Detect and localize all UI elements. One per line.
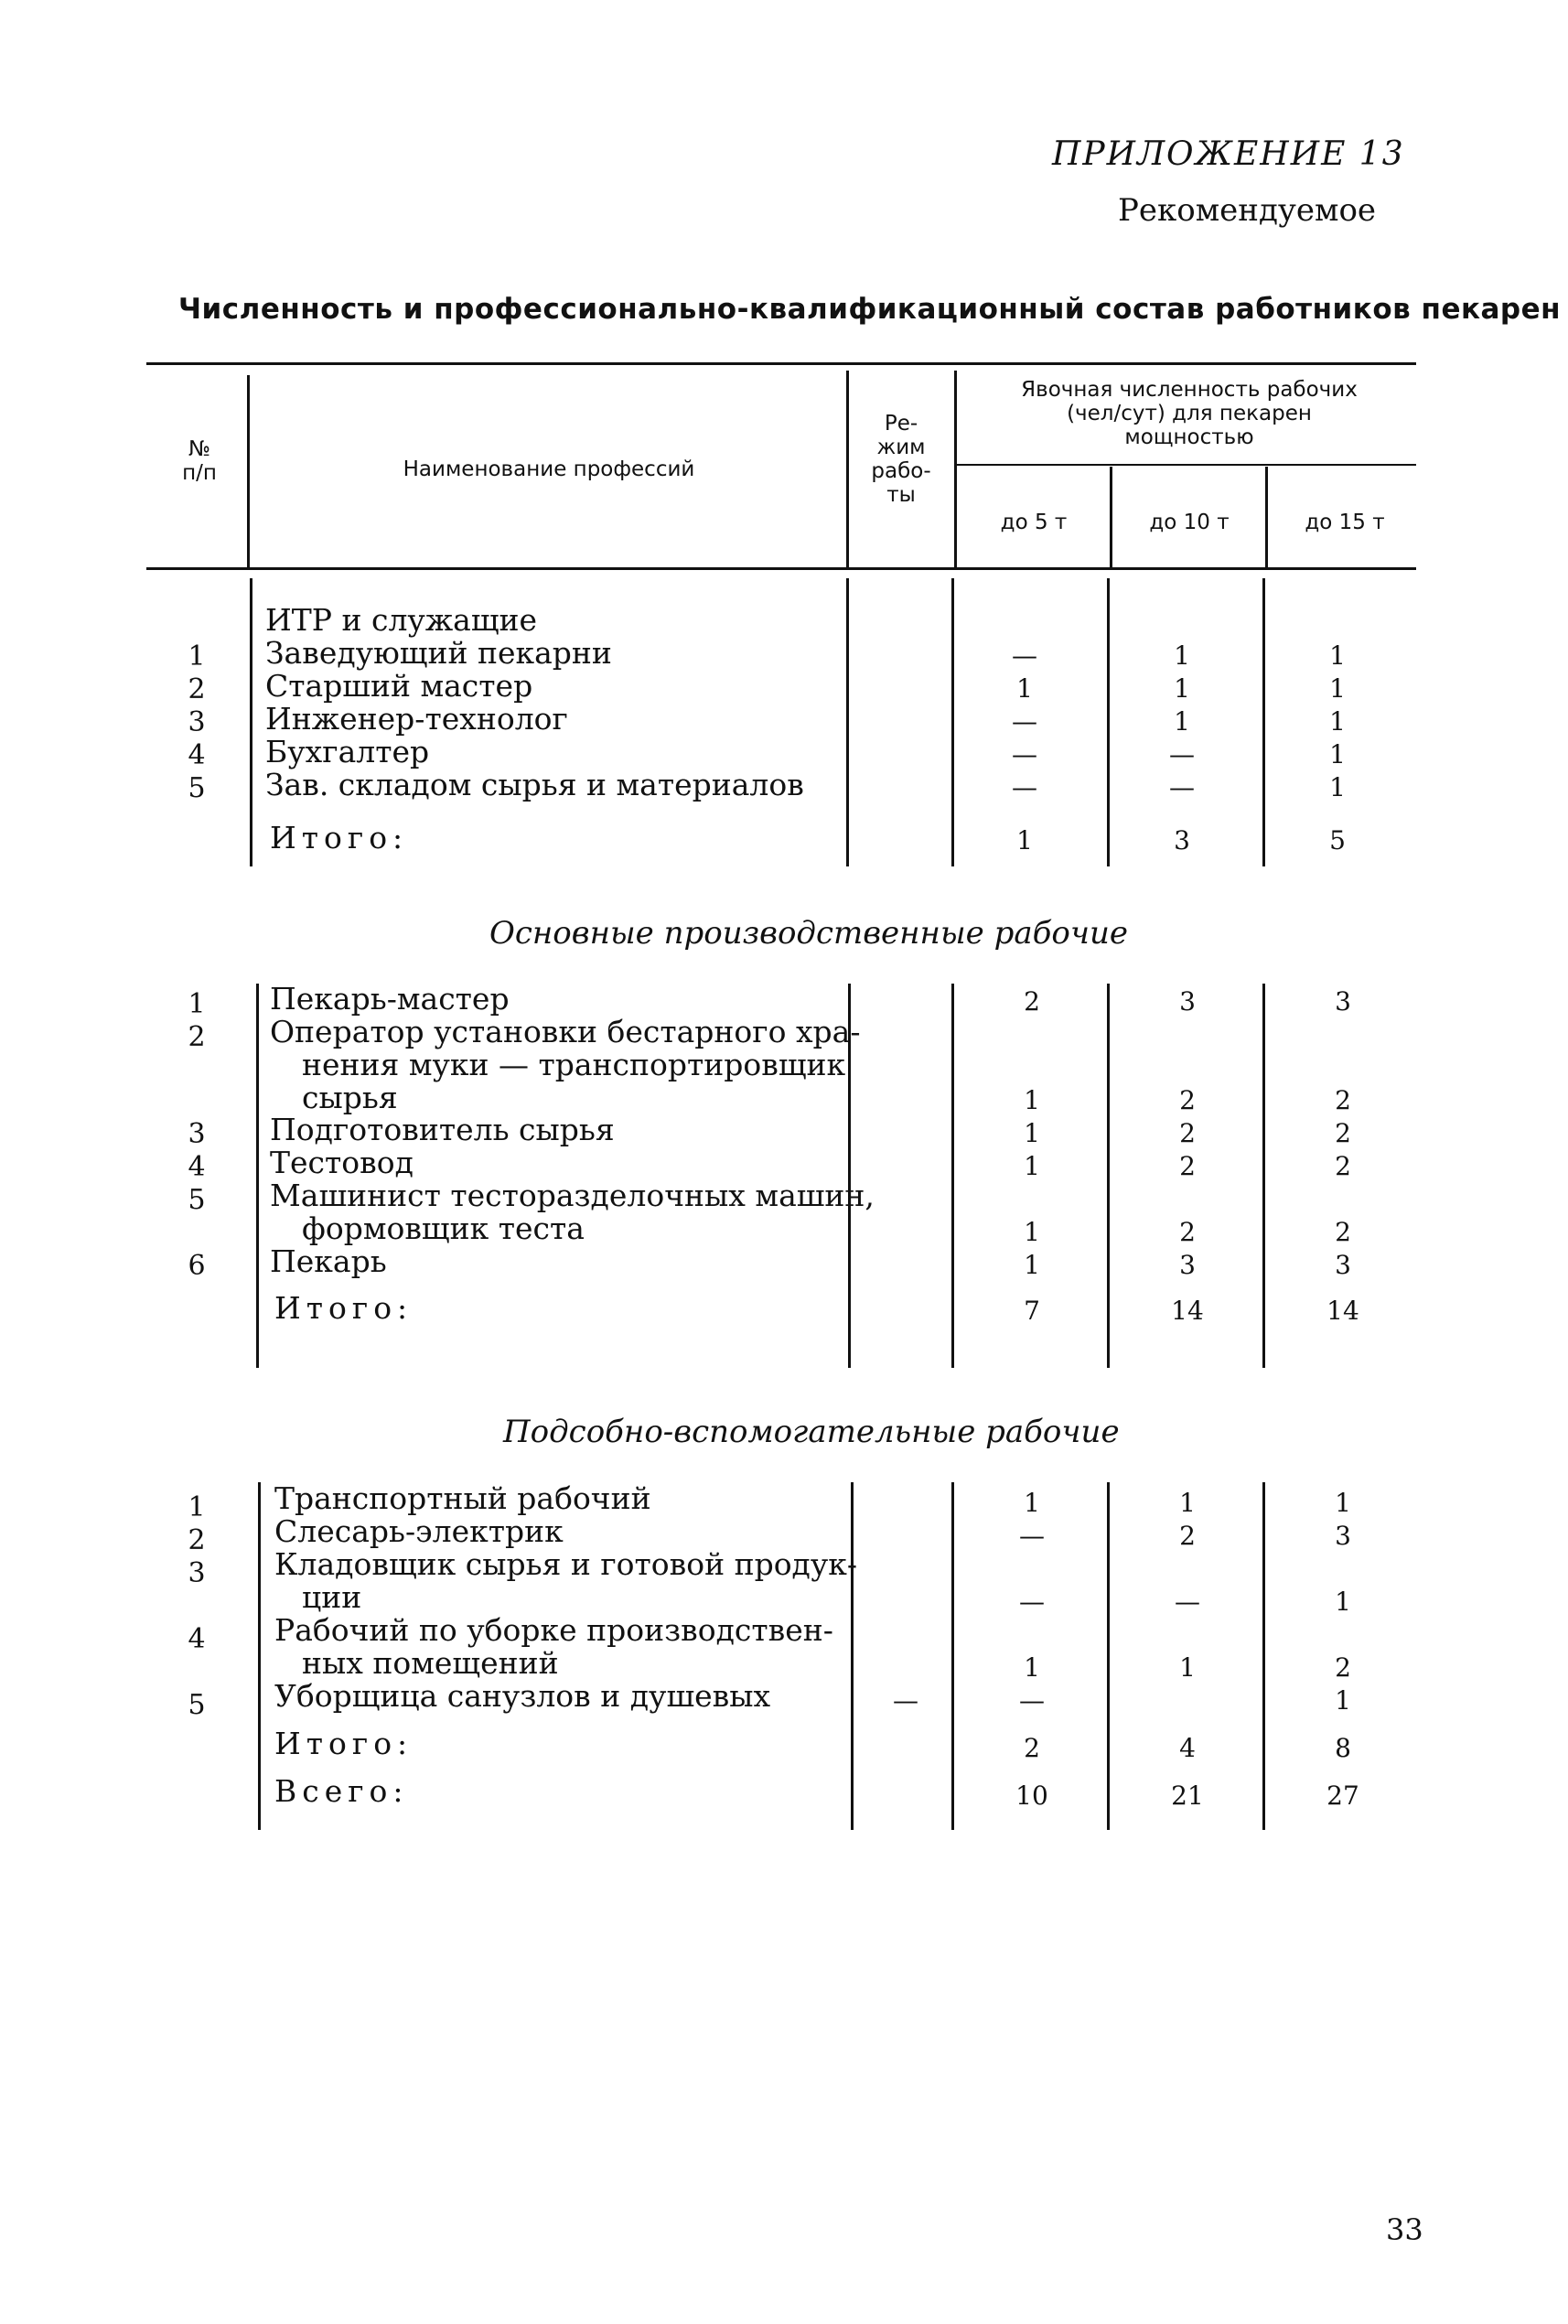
header-col-name: Наименование профессий (403, 457, 695, 481)
header-divider (954, 371, 957, 567)
value-5t: 1 (1024, 1488, 1040, 1518)
value-5t: 1 (1024, 1118, 1040, 1148)
value-10t: 2 (1179, 1118, 1196, 1148)
row-number: 1 (188, 988, 206, 1020)
section1-divider (846, 578, 849, 866)
profession-name: Слесарь-электрик (274, 1513, 564, 1549)
section2-heading: Основные производственные рабочие (489, 915, 1128, 952)
row-number: 1 (188, 1491, 206, 1523)
value-10t: 3 (1179, 1250, 1196, 1280)
header-divider (247, 375, 250, 567)
document-title: Численность и профессионально-квалификационный состав работников пекарен (178, 293, 1562, 326)
profession-name-cont: нения муки — транспортировщик (302, 1047, 846, 1082)
section3-heading: Подсобно-вспомогательные рабочие (503, 1414, 1120, 1450)
value-5t: — (1019, 1685, 1045, 1716)
profession-name: Оператор установки бестарного хра- (270, 1014, 861, 1049)
section3-total-label: Итого: (274, 1726, 413, 1761)
value-5t: 2 (1024, 986, 1040, 1017)
row-number: 2 (188, 1524, 206, 1556)
section1-divider (250, 578, 252, 866)
value-15t: 3 (1335, 1521, 1351, 1551)
row-number: 4 (188, 1151, 206, 1183)
value-10t: — (1175, 1587, 1200, 1617)
value-15t: 2 (1335, 1118, 1351, 1148)
value-15t: 1 (1335, 1488, 1351, 1518)
total-15t: 5 (1329, 825, 1346, 855)
section2-divider (951, 984, 954, 1368)
value-10t: 2 (1179, 1217, 1196, 1247)
profession-name: Зав. складом сырья и материалов (265, 767, 804, 802)
row-number: 2 (188, 1021, 206, 1053)
value-15t: 1 (1335, 1685, 1351, 1716)
profession-name-cont: ции (302, 1579, 362, 1615)
header-divider (1265, 467, 1268, 567)
value-10t: — (1169, 739, 1195, 769)
appendix-label: ПРИЛОЖЕНИЕ 13 (1052, 135, 1405, 173)
value-10t: 1 (1179, 1488, 1196, 1518)
value-5t: — (1012, 640, 1037, 671)
profession-name: Подготовитель сырья (270, 1112, 615, 1147)
row-number: 2 (188, 673, 206, 705)
header-divider (1110, 467, 1112, 567)
value-15t: 2 (1335, 1085, 1351, 1115)
value-15t: 1 (1335, 1587, 1351, 1617)
section2-total-label: Итого: (274, 1290, 413, 1326)
section1-heading: ИТР и служащие (265, 602, 538, 638)
value-5t: 1 (1024, 1250, 1040, 1280)
header-col-mode: Ре- жим рабо- ты (871, 412, 931, 507)
grand-total-label: Всего: (274, 1773, 409, 1809)
total-15t: 8 (1335, 1733, 1351, 1763)
value-15t: 1 (1329, 640, 1346, 671)
value-15t: 2 (1335, 1652, 1351, 1683)
total-15t: 14 (1326, 1296, 1359, 1326)
profession-name: Рабочий по уборке производствен- (274, 1612, 833, 1648)
value-5t: 1 (1024, 1085, 1040, 1115)
section3-divider (951, 1482, 954, 1830)
section3-divider (1107, 1482, 1110, 1830)
profession-name: Пекарь (270, 1243, 387, 1279)
row-number: 5 (188, 1689, 206, 1721)
value-10t: 1 (1174, 706, 1190, 737)
value-5t: — (1019, 1521, 1045, 1551)
value-5t: 1 (1024, 1652, 1040, 1683)
value-15t: 2 (1335, 1151, 1351, 1181)
section1-divider (1107, 578, 1110, 866)
total-5t: 1 (1016, 825, 1033, 855)
profession-name: Кладовщик сырья и готовой продук- (274, 1546, 858, 1582)
total-10t: 14 (1171, 1296, 1204, 1326)
value-15t: 1 (1329, 772, 1346, 802)
section2-divider (1262, 984, 1265, 1368)
row-number: 3 (188, 1557, 206, 1589)
recommendation-status: Рекомендуемое (1118, 192, 1377, 229)
total-5t: 7 (1024, 1296, 1040, 1326)
row-number: 5 (188, 1184, 206, 1216)
section2-divider (256, 984, 259, 1368)
value-10t: 1 (1174, 640, 1190, 671)
value-15t: 3 (1335, 1250, 1351, 1280)
value-5t: 1 (1016, 673, 1033, 704)
header-col-10t: до 10 т (1149, 511, 1230, 534)
header-col-5t: до 5 т (1000, 511, 1068, 534)
profession-name: Машинист тесторазделочных машин, (270, 1178, 875, 1213)
row-number: 3 (188, 706, 206, 738)
profession-name: Тестовод (270, 1145, 413, 1180)
value-10t: 2 (1179, 1085, 1196, 1115)
page-number: 33 (1386, 2212, 1423, 2247)
value-15t: 3 (1335, 986, 1351, 1017)
value-15t: 1 (1329, 739, 1346, 769)
value-5t: — (1012, 706, 1037, 737)
value-5t: 1 (1024, 1151, 1040, 1181)
profession-name: Бухгалтер (265, 734, 430, 769)
profession-name-cont: формовщик теста (302, 1210, 585, 1246)
header-col-group: Явочная численность рабочих (чел/сут) для пекарен мощностью (1021, 378, 1358, 449)
table-top-rule (146, 362, 1416, 365)
total-5t: 2 (1024, 1733, 1040, 1763)
row-number: 4 (188, 1623, 206, 1655)
value-10t: 2 (1179, 1521, 1196, 1551)
section2-divider (1107, 984, 1110, 1368)
section1-total-label: Итого: (270, 820, 409, 855)
value-10t: 2 (1179, 1151, 1196, 1181)
value-10t: — (1169, 772, 1195, 802)
profession-name: Транспортный рабочий (274, 1480, 651, 1516)
profession-name: Старший мастер (265, 668, 533, 704)
section3-divider (1262, 1482, 1265, 1830)
value-5t: 1 (1024, 1217, 1040, 1247)
row-number: 1 (188, 640, 206, 672)
value-5t: — (1019, 1587, 1045, 1617)
row-number: 5 (188, 772, 206, 804)
profession-name: Инженер-технолог (265, 701, 568, 737)
table-header-bottom-rule (146, 567, 1416, 570)
row-number: 6 (188, 1250, 206, 1282)
profession-name-cont: ных помещений (302, 1645, 559, 1681)
value-5t: — (1012, 772, 1037, 802)
section3-divider (258, 1482, 261, 1830)
grand-total-15t: 27 (1326, 1781, 1359, 1811)
grand-total-10t: 21 (1171, 1781, 1204, 1811)
profession-name: Уборщица санузлов и душевых (274, 1678, 771, 1714)
total-10t: 4 (1179, 1733, 1196, 1763)
value-15t: 2 (1335, 1217, 1351, 1247)
grand-total-5t: 10 (1015, 1781, 1048, 1811)
profession-name-cont: сырья (302, 1080, 398, 1115)
header-col-15t: до 15 т (1305, 511, 1385, 534)
work-mode-value: — (893, 1685, 918, 1716)
group-header-rule (956, 464, 1416, 466)
value-10t: 1 (1174, 673, 1190, 704)
header-col-number: № п/п (182, 437, 217, 485)
profession-name: Пекарь-мастер (270, 981, 510, 1017)
value-5t: — (1012, 739, 1037, 769)
section3-divider (851, 1482, 854, 1830)
row-number: 3 (188, 1118, 206, 1150)
value-15t: 1 (1329, 706, 1346, 737)
value-15t: 1 (1329, 673, 1346, 704)
value-10t: 3 (1179, 986, 1196, 1017)
section1-divider (951, 578, 954, 866)
section1-divider (1262, 578, 1265, 866)
value-10t: 1 (1179, 1652, 1196, 1683)
total-10t: 3 (1174, 825, 1190, 855)
profession-name: Заведующий пекарни (265, 635, 612, 671)
header-divider (846, 371, 849, 567)
row-number: 4 (188, 739, 206, 771)
